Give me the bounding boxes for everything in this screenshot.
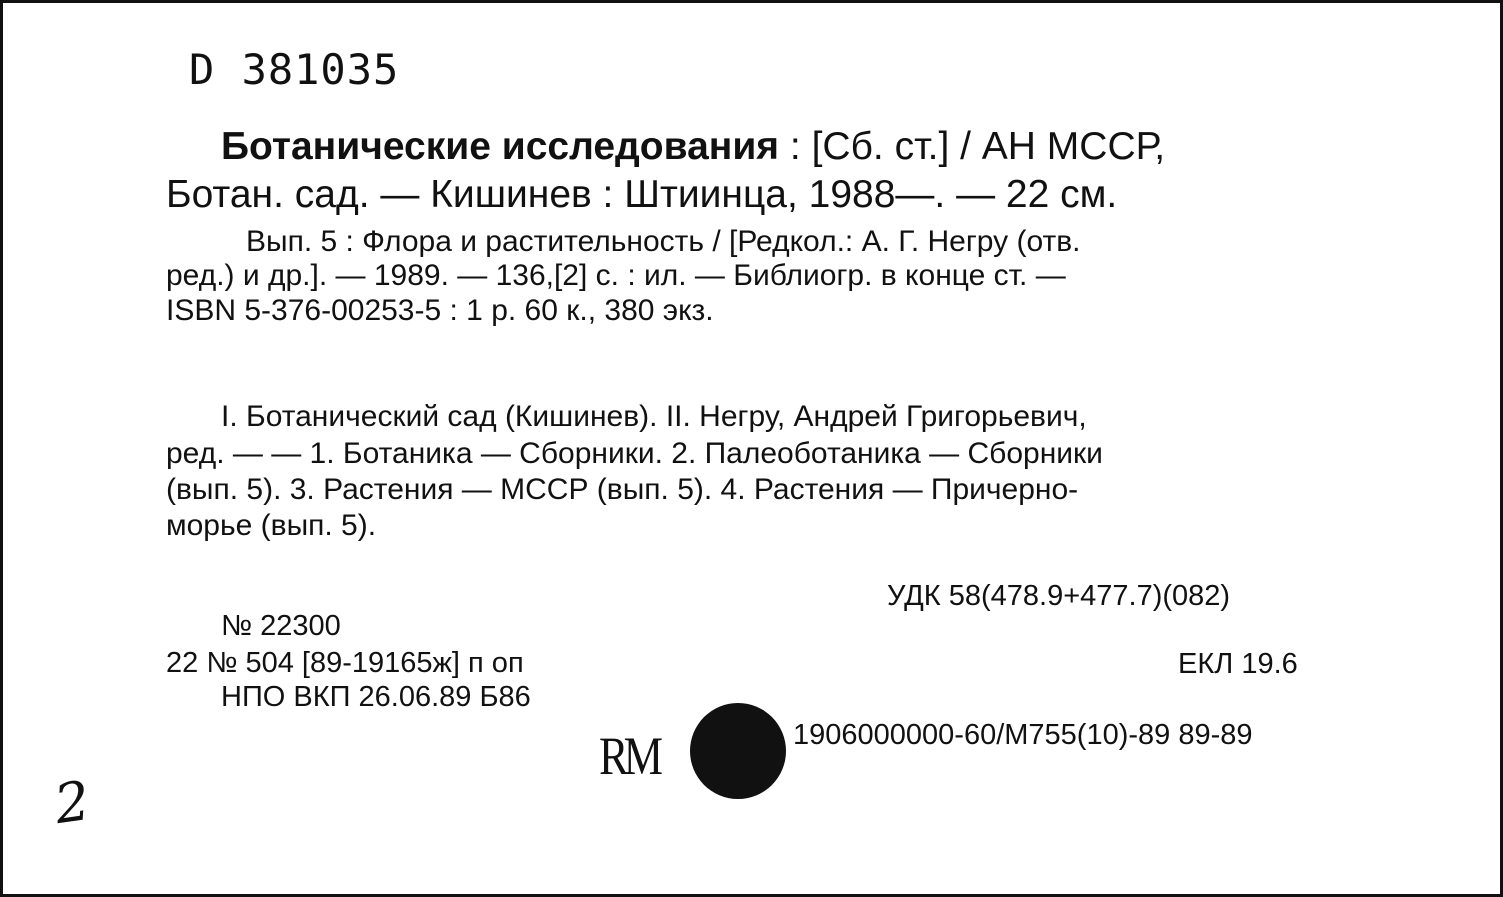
- subjects-line-4: морье (вып. 5).: [166, 509, 377, 542]
- title-line-1: [221, 125, 1165, 169]
- ekl-code: ЕКЛ 19.6: [1178, 648, 1298, 680]
- subjects-line-1: I. Ботанический сад (Кишинев). II. Негру, Андрей Григорьевич,: [221, 400, 1087, 433]
- punch-hole-dot: [690, 703, 786, 799]
- volume-line-1: Вып. 5 : Флора и растительность / [Редкол.: А. Г. Негру (отв.: [246, 225, 1081, 258]
- title-rest: : [Сб. ст.] / АН МССР,: [779, 125, 1166, 168]
- rm-mark: RM: [599, 726, 659, 786]
- number-2: 22 № 504 [89-19165ж] п оп: [166, 647, 524, 679]
- title-line-2: Ботан. сад. — Кишинев : Штиинца, 1988—. — 22 см.: [166, 173, 1118, 216]
- udc-code: УДК 58(478.9+477.7)(082): [887, 580, 1231, 612]
- volume-line-2: ред.) и др.]. — 1989. — 136,[2] с. : ил. — Библиогр. в конце ст. —: [166, 259, 1066, 292]
- title-main: Ботанические исследования: [221, 125, 780, 168]
- volume-line-3: ISBN 5-376-00253-5 : 1 р. 60 к., 380 экз.: [166, 294, 714, 327]
- catalog-number: D 381035: [189, 45, 400, 94]
- subjects-line-2: ред. — — 1. Ботаника — Сборники. 2. Палеоботаника — Сборники: [166, 437, 1103, 470]
- handwritten-mark: 2: [50, 768, 94, 837]
- npo-line: НПО ВКП 26.06.89 Б86: [221, 681, 531, 713]
- number-1: № 22300: [221, 610, 341, 642]
- publication-code: 1906000000-60/М755(10)-89 89-89: [793, 719, 1253, 751]
- subjects-line-3: (вып. 5). 3. Растения — МССР (вып. 5). 4. Растения — Причерно-: [166, 473, 1079, 506]
